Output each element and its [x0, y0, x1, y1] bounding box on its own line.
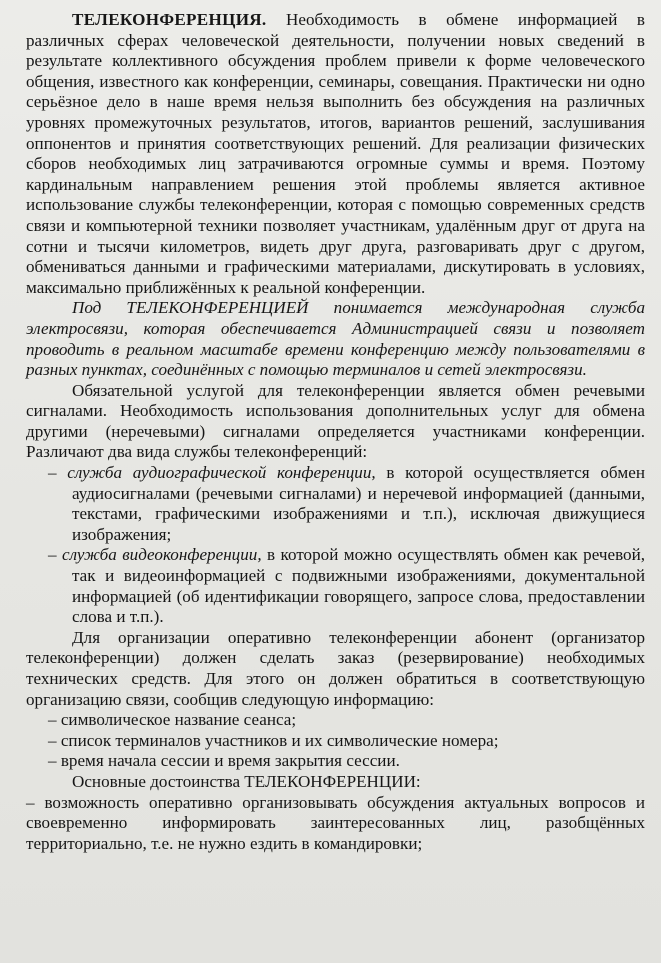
dash-marker: – — [48, 730, 57, 750]
info-item — [26, 710, 645, 731]
dash-marker: – — [48, 710, 57, 730]
advantage-text: возможность оперативно организовывать обсуждения актуальных вопросов и своевременно информировать заинтересованных лиц, разобщённых территориально, т.е. не нужно ездить в командировки; — [26, 792, 645, 853]
dash-marker: – — [26, 792, 35, 812]
dash-marker: – — [48, 463, 57, 483]
intro-paragraph — [26, 10, 645, 298]
service-type-text: в которой можно осуществлять обмен как речевой, так и видеоинформацией с подвижными изображениями, документальной информацией (об идентификации говорящего, запросе слова, предоставлении слова и т.п.). — [72, 545, 645, 627]
intro-text: Необходимость в обмене информацией в различных сферах человеческой деятельности, получении новых сведений в результате коллективного обсуждения проблем привели к форме человеческого общения, известного как конференции, семинары, совещания. Практически ни одно серьёзное дело в наше время нельзя выполнить без обсуждения на различных уровнях промежуточных результатов, итогов, вариантов решений, заслушивания оппонентов и принятия соответствующих решений. Для реализации физических сборов необходимых лиц затрачиваются огромные суммы и время. Поэтому кардинальным направлением решения этой проблемы является активное использование службы телеконференции, которая с помощью современных средств связи и компьютерной техники позволяет участникам, удалённым друг от друга на сотни и тысячи километров, видеть друг друга, разговаривать друг с другом, обмениваться данными и графическими материалами, дискутировать в условиях, максимально приближённых к реальной конференции. — [26, 10, 645, 297]
info-item — [26, 731, 645, 752]
organization-paragraph: Для организации оперативно телеконференции абонент (организатор телеконференции) должен сделать заказ (резервирование) необходимых технических средств. Для этого он должен обратиться в соответствующую организацию связи, сообщив следующую информацию: — [26, 627, 645, 709]
info-item — [26, 751, 645, 772]
definition-paragraph: Под ТЕЛЕКОНФЕРЕНЦИЕЙ понимается международная служба электросвязи, которая обеспечивается Администрацией связи и позволяет проводить в реальном масштабе времени конференцию между пользователями в разных пунктах, соединённых с помощью терминалов и сетей электросвязи. — [26, 298, 645, 380]
info-item-text: время начала сессии и время закрытия сессии. — [60, 751, 400, 771]
services-paragraph: Обязательной услугой для телеконференции является обмен речевыми сигналами. Необходимость использования дополнительных услуг для обмена другими (неречевыми) сигналами определяется участниками конференции. Различают два вида службы телеконференций: — [26, 380, 645, 462]
service-type-text: в которой осуществляется обмен аудиосигналами (речевыми сигналами) и неречевой информацией (данными, текстами, графическими изображениями и т.п.), исключая движущиеся изображения; — [72, 463, 645, 544]
service-type-name: служба видеоконференции, — [62, 545, 262, 565]
advantages-heading: Основные достоинства ТЕЛЕКОНФЕРЕНЦИИ: — [72, 771, 421, 791]
section-title: ТЕЛЕКОНФЕРЕНЦИЯ. — [72, 10, 267, 29]
service-type-name: служба аудиографической конференции, — [67, 463, 376, 483]
info-item-text: символическое название сеанса; — [60, 710, 297, 730]
dash-marker: – — [48, 545, 57, 565]
advantage-item — [26, 793, 645, 855]
service-type-item — [26, 463, 645, 545]
service-type-item — [26, 545, 645, 627]
info-item-text: список терминалов участников и их символические номера; — [60, 730, 499, 750]
dash-marker: – — [48, 751, 57, 771]
